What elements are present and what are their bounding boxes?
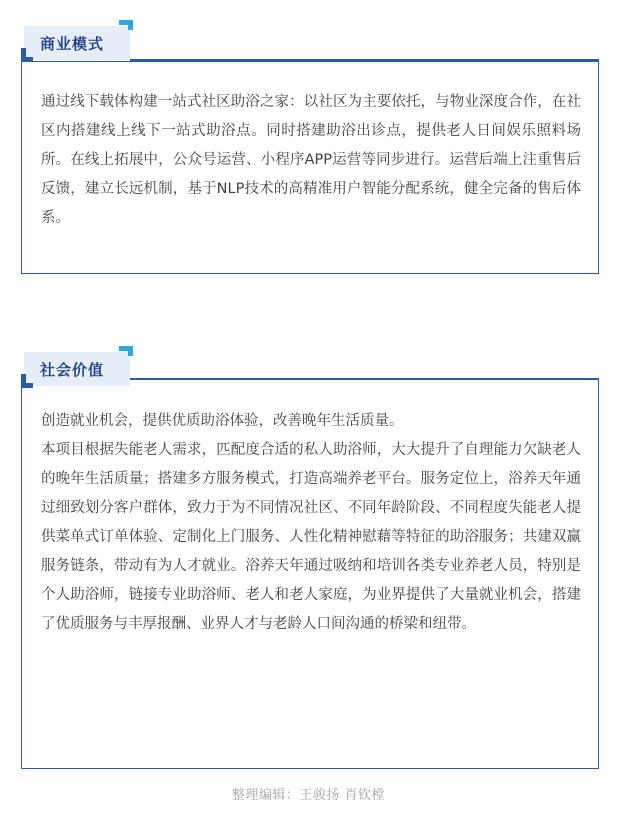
social-value-title: 社会价值 — [24, 352, 130, 386]
social-value-text — [41, 407, 581, 639]
business-model-text — [41, 88, 581, 233]
title-underline — [130, 59, 599, 61]
social-value-title-tag — [21, 344, 131, 388]
social-value-paragraph-2: 本项目根据失能老人需求，匹配度合适的私人助浴师，大大提升了自理能力欠缺老人的晚年生活质量；搭建多方服务模式，打造高端养老平台。服务定位上，浴养天年通过细致划分客户群体，致力于为不同情况社区、不同年龄阶段、不同程度失能老人提供菜单式订单体验、定制化上门服务、人性化精神慰藉等特征的助浴服务；共建双赢服务链条，带动有为人才就业。浴养天年通过吸纳和培训各类专业养老人员，特别是个人助浴师，链接专业助浴师、老人和老人家庭，为业界提供了大量就业机会，搭建了优质服务与丰厚报酬、业界人才与老龄人口间沟通的桥梁和纽带。 — [41, 442, 581, 632]
corner-accent-icon — [21, 374, 33, 388]
business-model-title-tag — [21, 18, 131, 62]
social-value-paragraph-1: 创造就业机会，提供优质助浴体验，改善晚年生活质量。 — [41, 413, 404, 429]
business-model-title: 商业模式 — [24, 26, 130, 60]
business-model-paragraph: 通过线下载体构建一站式社区助浴之家：以社区为主要依托，与物业深度合作，在社区内搭建线上线下一站式助浴点。同时搭建助浴出诊点，提供老人日间娱乐照料场所。在线上拓展中，公众号运营、小程序APP运营等同步进行。运营后端上注重售后反馈，建立长远机制，基于NLP技术的高精准用户智能分配系统，健全完备的售后体系。 — [41, 94, 581, 226]
editor-credit: 整理编辑：王骏扬 肖钦樘 — [231, 788, 386, 803]
corner-accent-icon — [21, 48, 33, 62]
business-model-section — [21, 18, 599, 274]
social-value-section — [21, 344, 599, 769]
corner-accent-icon — [119, 346, 133, 356]
title-underline — [130, 378, 599, 380]
corner-accent-icon — [119, 20, 133, 30]
